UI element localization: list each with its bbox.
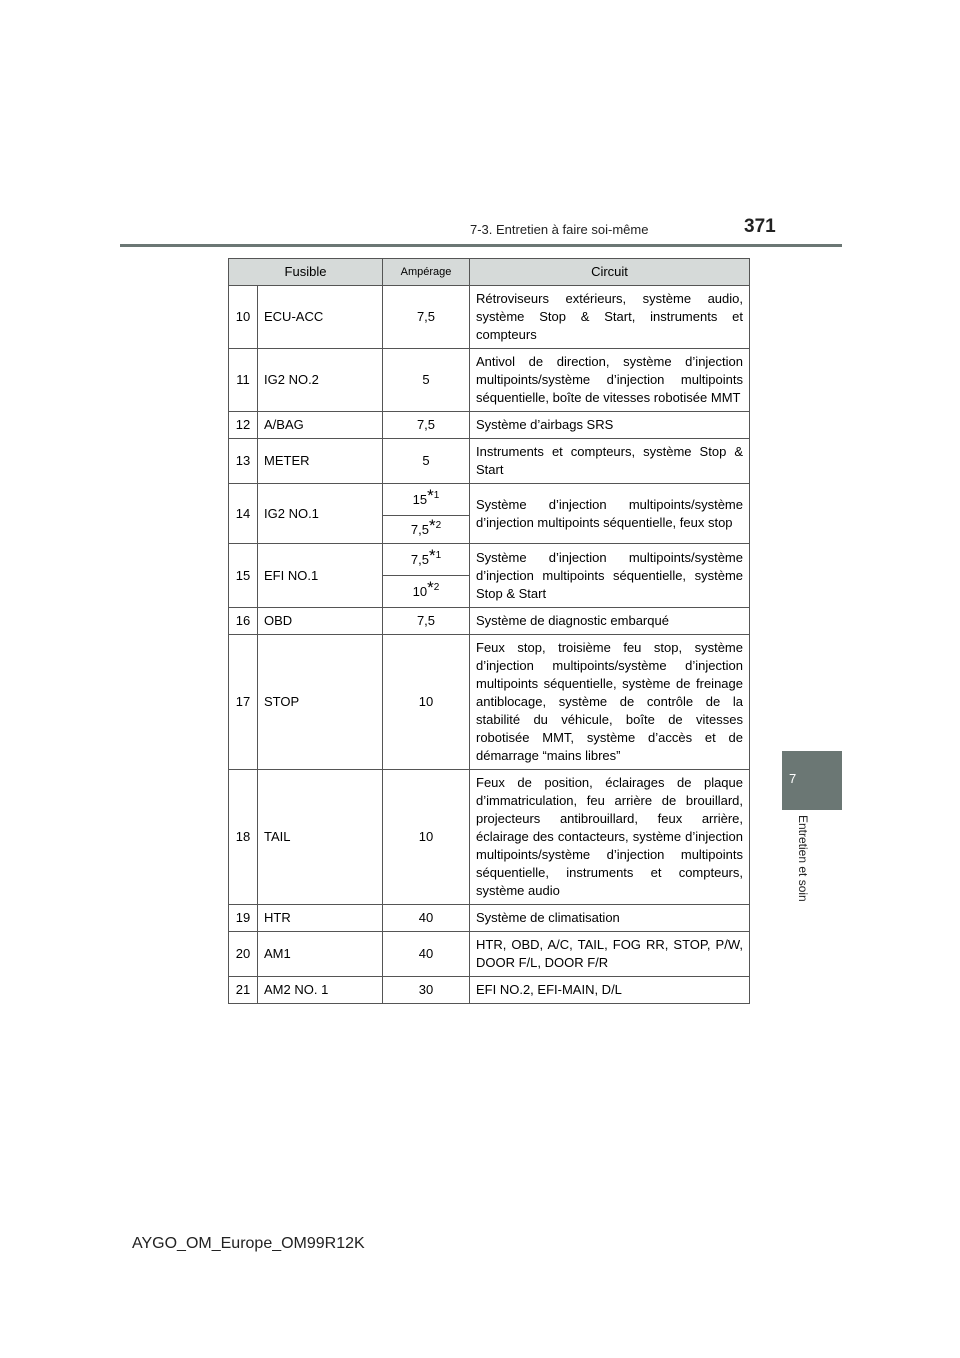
table-row [229, 349, 750, 412]
table-row [229, 770, 750, 905]
fuse-amperage [383, 484, 470, 516]
footnote-number: 1 [435, 550, 442, 562]
fuse-amperage: 7,5 [383, 608, 470, 635]
fuse-amperage: 5 [383, 349, 470, 412]
header-circuit: Circuit [470, 259, 750, 286]
fuse-circuit: HTR, OBD, A/C, TAIL, FOG RR, STOP, P/W, DOOR F/L, DOOR F/R [470, 932, 750, 977]
amperage-value: 10 [412, 583, 428, 599]
amperage-value: 7,5 [410, 551, 429, 567]
fuse-name: AM2 NO. 1 [258, 977, 383, 1004]
header-amperage: Ampérage [383, 259, 470, 286]
fuse-circuit: Antivol de direction, système d’injection multipoints/système d’injection multipoints séquentielle, boîte de vitesses robotisée MMT [470, 349, 750, 412]
footnote-number: 1 [433, 490, 440, 502]
table-row [229, 608, 750, 635]
fuse-circuit: EFI NO.2, EFI-MAIN, D/L [470, 977, 750, 1004]
fuse-number: 13 [229, 439, 258, 484]
fuse-name: AM1 [258, 932, 383, 977]
table-row [229, 635, 750, 770]
fuse-name: ECU-ACC [258, 286, 383, 349]
footnote-marker: *1 [427, 486, 440, 506]
table-row [229, 544, 750, 576]
fuse-circuit: Rétroviseurs extérieurs, système audio, système Stop & Start, instruments et compteurs [470, 286, 750, 349]
fuse-amperage: 40 [383, 932, 470, 977]
document-id: AYGO_OM_Europe_OM99R12K [132, 1235, 365, 1252]
table-row [229, 439, 750, 484]
table-row [229, 412, 750, 439]
fuse-amperage: 40 [383, 905, 470, 932]
fuse-name: TAIL [258, 770, 383, 905]
fuse-amperage: 10 [383, 770, 470, 905]
fuse-circuit: Système d’injection multipoints/système d’injection multipoints séquentielle, feux stop [470, 484, 750, 544]
fuse-name: IG2 NO.2 [258, 349, 383, 412]
fuse-amperage [383, 544, 470, 576]
fuse-amperage [383, 516, 470, 544]
header-fuse: Fusible [229, 259, 383, 286]
footnote-marker: *2 [427, 578, 440, 598]
fuse-name: HTR [258, 905, 383, 932]
footnote-marker: *2 [428, 516, 442, 536]
fuse-amperage: 30 [383, 977, 470, 1004]
table-row [229, 286, 750, 349]
fuse-amperage [383, 576, 470, 608]
fuse-name: METER [258, 439, 383, 484]
section-title: 7-3. Entretien à faire soi-même [470, 222, 649, 237]
fuse-circuit: Feux de position, éclairages de plaque d’immatriculation, feu arrière de brouillard, projecteurs antibrouillard, feux arrière, éclairage des contacteurs, système d’injection multipoints/système d’injection multipoints séquentielle, instruments et compteurs, système audio [470, 770, 750, 905]
fuse-number: 19 [229, 905, 258, 932]
chapter-label: Entretien et soin [796, 815, 810, 902]
fuse-number: 16 [229, 608, 258, 635]
fuse-amperage: 7,5 [383, 412, 470, 439]
fuse-amperage: 10 [383, 635, 470, 770]
footnote-number: 2 [433, 582, 440, 594]
table-row [229, 484, 750, 516]
amperage-value: 15 [412, 491, 428, 507]
chapter-tab [782, 751, 842, 810]
fuse-number: 10 [229, 286, 258, 349]
fuse-name: STOP [258, 635, 383, 770]
fuse-number: 18 [229, 770, 258, 905]
fuse-name: EFI NO.1 [258, 544, 383, 608]
page-number: 371 [744, 216, 776, 237]
fuse-name: OBD [258, 608, 383, 635]
chapter-number: 7 [789, 771, 797, 786]
fuse-number: 12 [229, 412, 258, 439]
fuse-number: 21 [229, 977, 258, 1004]
footnote-number: 2 [435, 520, 442, 532]
fuse-number: 15 [229, 544, 258, 608]
footnote-marker: *1 [428, 546, 442, 566]
fuse-name: A/BAG [258, 412, 383, 439]
fuse-name: IG2 NO.1 [258, 484, 383, 544]
fuse-circuit: Système d’airbags SRS [470, 412, 750, 439]
fuse-circuit: Instruments et compteurs, système Stop & Start [470, 439, 750, 484]
fuse-amperage: 7,5 [383, 286, 470, 349]
fuse-circuit: Système de climatisation [470, 905, 750, 932]
table-header-row [229, 259, 750, 286]
fuse-circuit: Système de diagnostic embarqué [470, 608, 750, 635]
fuse-amperage: 5 [383, 439, 470, 484]
fuse-circuit: Feux stop, troisième feu stop, système d’injection multipoints/système d’injection multipoints séquentielle, système de freinage antiblocage, système de contrôle de la stabilité du véhicule, boîte de vitesses robotisée MMT, système d’accès et de démarrage “mains libres” [470, 635, 750, 770]
fuse-number: 14 [229, 484, 258, 544]
fuse-circuit: Système d’injection multipoints/système d’injection multipoints séquentielle, système Stop & Start [470, 544, 750, 608]
fuse-table [228, 258, 750, 1004]
amperage-value: 7,5 [410, 521, 429, 537]
table-row [229, 932, 750, 977]
fuse-number: 20 [229, 932, 258, 977]
table-row [229, 977, 750, 1004]
header-rule [120, 244, 842, 247]
table-row [229, 905, 750, 932]
fuse-number: 17 [229, 635, 258, 770]
fuse-number: 11 [229, 349, 258, 412]
